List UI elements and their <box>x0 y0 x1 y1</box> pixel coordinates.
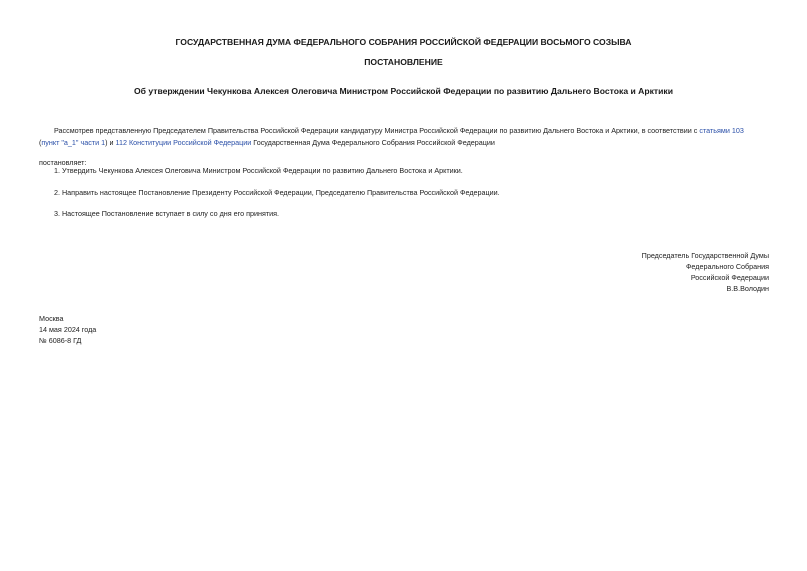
resolves-label: постановляет: <box>39 158 87 167</box>
signature-name: В.В.Володин <box>726 284 769 293</box>
signature-line-2: Федерального Собрания <box>685 262 769 271</box>
signature-block <box>642 250 769 294</box>
point-link[interactable]: пункт "а_1" части 1 <box>41 138 106 147</box>
intro-text-1: Рассмотрев представленную Председателем Правительства Российской Федерации кандидатуру Министра Российской Федерации по развитию Дальнего Востока и Арктики, в соответствии с <box>54 126 700 135</box>
resolution-item-1: 1. Утвердить Чекункова Алексея Олеговича Министром Российской Федерации по развитию Дальнего Востока и Арктики. <box>54 166 463 175</box>
document-type-heading: ПОСТАНОВЛЕНИЕ <box>364 57 443 67</box>
city: Москва <box>39 314 64 323</box>
signature-line-1: Председатель Государственной Думы <box>641 251 769 260</box>
intro-text-2: ( <box>39 138 42 147</box>
intro-line-1 <box>39 125 769 137</box>
date: 14 мая 2024 года <box>39 325 97 334</box>
intro-line-2 <box>39 137 769 149</box>
signature-line-3: Российской Федерации <box>690 273 769 282</box>
document-title: Об утверждении Чекункова Алексея Олеговича Министром Российской Федерации по развитию Дальнего Востока и Арктики <box>134 86 673 96</box>
constitution-link[interactable]: 112 Конституции Российской Федерации <box>115 138 252 147</box>
intro-text-4: Государственная Дума Федерального Собрания Российской Федерации <box>251 138 495 147</box>
document-number: № 6086-8 ГД <box>39 336 82 345</box>
resolution-item-3: 3. Настоящее Постановление вступает в силу со дня его принятия. <box>54 209 280 218</box>
intro-paragraph <box>39 125 769 149</box>
issuer-heading: ГОСУДАРСТВЕННАЯ ДУМА ФЕДЕРАЛЬНОГО СОБРАНИЯ РОССИЙСКОЙ ФЕДЕРАЦИИ ВОСЬМОГО СОЗЫВА <box>175 37 632 47</box>
place-date-block <box>39 313 96 346</box>
articles-link[interactable]: статьями 103 <box>699 126 744 135</box>
intro-text-3: ) и <box>105 138 116 147</box>
resolution-item-2: 2. Направить настоящее Постановление Президенту Российской Федерации, Председателю Правительства Российской Федерации. <box>54 188 500 197</box>
